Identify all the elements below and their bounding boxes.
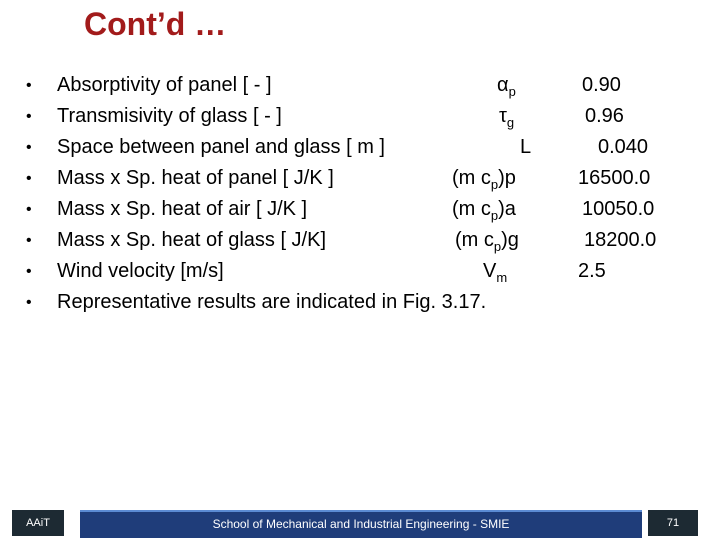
page-number: 71 bbox=[648, 510, 698, 536]
bullet-dot: • bbox=[26, 232, 32, 249]
bullet-dot: • bbox=[26, 77, 32, 94]
item-symbol: $\tau_g$ bbox=[499, 105, 515, 130]
item-label: Transmisivity of glass [ - ] bbox=[57, 105, 282, 127]
item-value: 0.96 bbox=[585, 105, 624, 127]
item-label: Space between panel and glass [ m ] bbox=[57, 136, 385, 158]
item-label: Mass x Sp. heat of air [ J/K ] bbox=[57, 198, 308, 220]
list-item bbox=[0, 287, 720, 318]
list-item bbox=[0, 194, 720, 225]
item-label: Mass x Sp. heat of panel [ J/K ] bbox=[57, 167, 334, 189]
footer-logo-box: AAiT bbox=[12, 510, 64, 536]
item-value: 0.90 bbox=[582, 74, 621, 96]
item-value: 2.5 bbox=[578, 260, 606, 282]
item-label: Wind velocity [m/s] bbox=[57, 260, 224, 282]
bullet-dot: • bbox=[26, 139, 32, 156]
bullet-dot: • bbox=[26, 201, 32, 218]
item-value: 16500.0 bbox=[578, 167, 651, 189]
item-symbol: (m $c_p)a$ bbox=[452, 198, 516, 223]
item-value: 10050.0 bbox=[582, 198, 655, 220]
list-item bbox=[0, 101, 720, 132]
footer-school-name: School of Mechanical and Industrial Engineering - SMIE bbox=[80, 510, 642, 538]
slide-title: Cont’d … bbox=[84, 6, 227, 42]
list-item bbox=[0, 163, 720, 194]
list-item bbox=[0, 256, 720, 287]
item-value: 18200.0 bbox=[584, 229, 657, 251]
bullet-dot: • bbox=[26, 263, 32, 280]
item-label: Mass x Sp. heat of glass [ J/K] bbox=[57, 229, 327, 251]
list-item bbox=[0, 70, 720, 101]
item-symbol: (m $c_p)p$ bbox=[452, 167, 516, 192]
item-value: 0.040 bbox=[598, 136, 649, 158]
list-item bbox=[0, 225, 720, 256]
item-symbol: (m $c_p)g$ bbox=[455, 229, 519, 254]
bullet-dot: • bbox=[26, 170, 32, 187]
item-symbol: $V_m$ bbox=[483, 260, 508, 285]
bullet-dot: • bbox=[26, 108, 32, 125]
item-symbol: L bbox=[520, 136, 532, 158]
bullet-dot: • bbox=[26, 294, 32, 311]
item-symbol: $\alpha_p$ bbox=[497, 74, 516, 99]
list-item bbox=[0, 132, 720, 163]
item-label: Representative results are indicated in Fig. 3.17. bbox=[57, 291, 487, 313]
item-label: Absorptivity of panel [ - ] bbox=[57, 74, 272, 96]
